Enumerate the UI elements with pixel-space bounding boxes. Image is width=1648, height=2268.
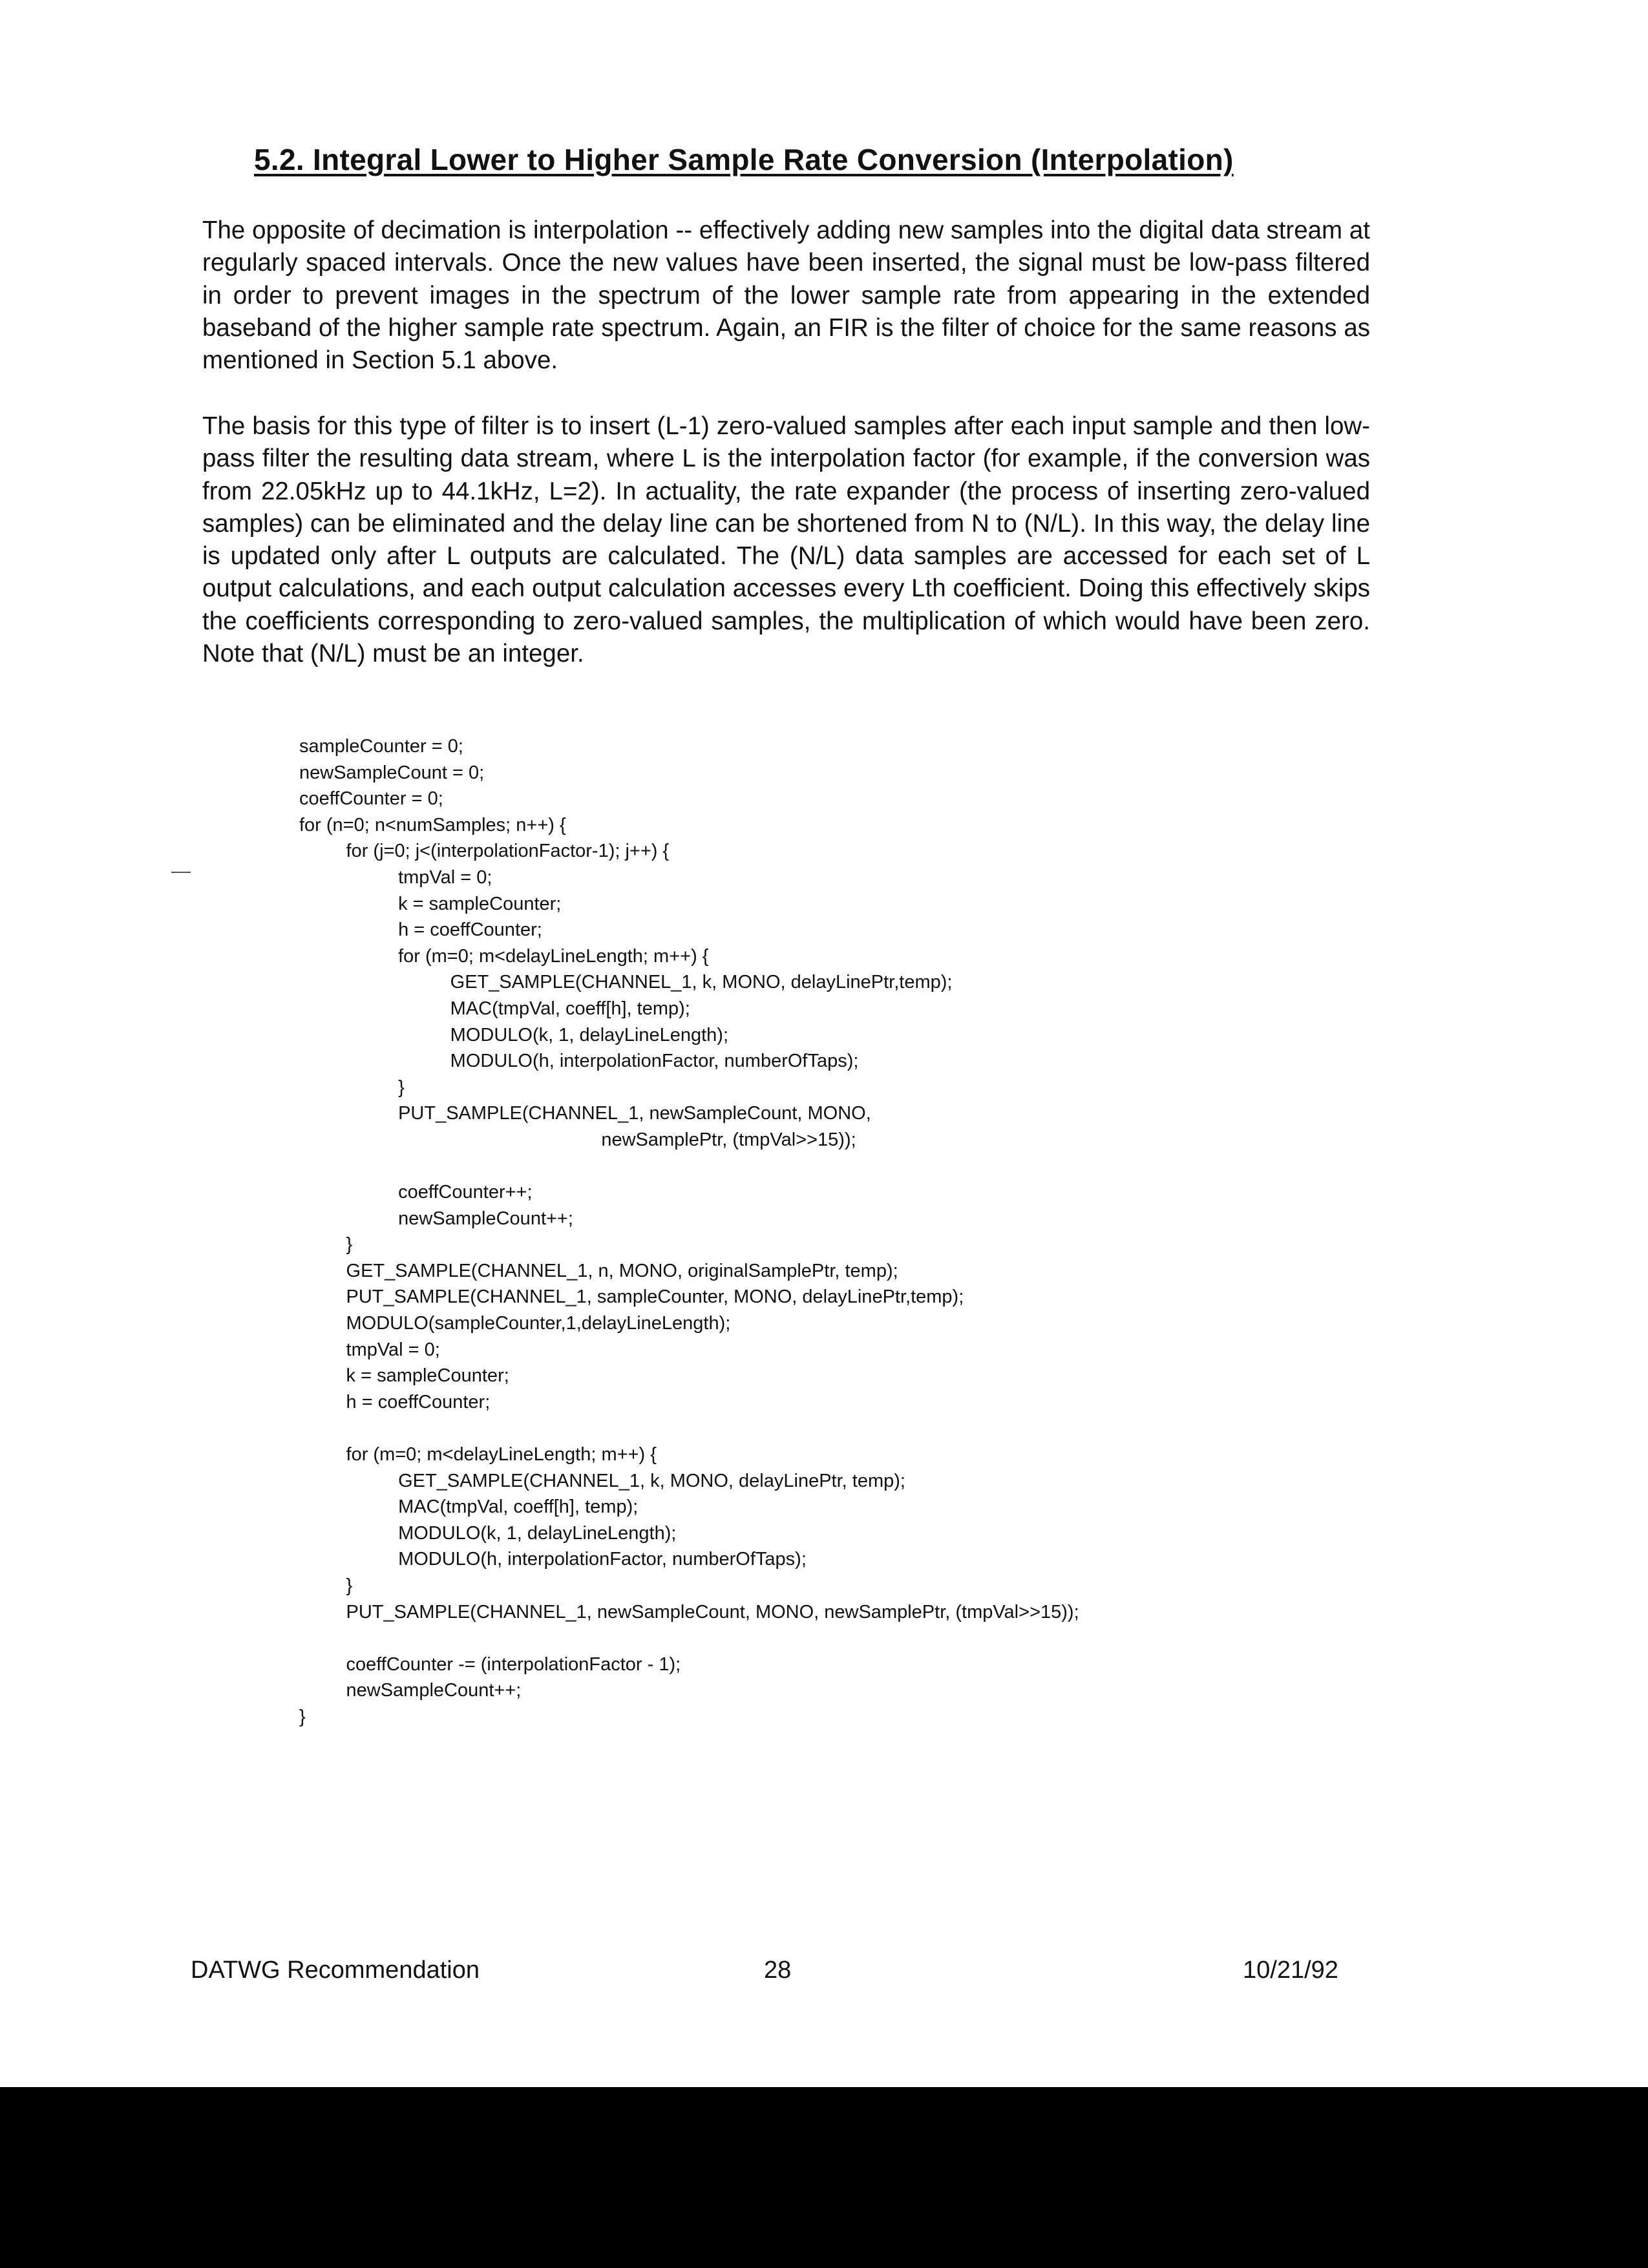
code-line: for (m=0; m<delayLineLength; m++) {: [299, 1444, 657, 1465]
code-line: PUT_SAMPLE(CHANNEL_1, newSampleCount, MONO,: [299, 1103, 871, 1124]
scan-margin-mark: [171, 872, 191, 873]
code-line: PUT_SAMPLE(CHANNEL_1, sampleCounter, MONO, delayLinePtr,temp);: [299, 1286, 964, 1308]
code-line: }: [299, 1076, 405, 1098]
code-line: MODULO(k, 1, delayLineLength);: [299, 1522, 677, 1544]
code-line: coeffCounter -= (interpolationFactor - 1);: [299, 1654, 681, 1675]
code-line: newSampleCount++;: [299, 1680, 522, 1701]
code-line: }: [299, 1234, 353, 1255]
code-line: tmpVal = 0;: [299, 1339, 440, 1360]
code-listing: [299, 733, 1333, 1730]
code-line: PUT_SAMPLE(CHANNEL_1, newSampleCount, MONO, newSamplePtr, (tmpVal>>15));: [299, 1601, 1079, 1622]
code-line: MODULO(h, interpolationFactor, numberOfTaps);: [299, 1051, 859, 1072]
code-line: newSamplePtr, (tmpVal>>15));: [299, 1129, 856, 1150]
code-line: MODULO(k, 1, delayLineLength);: [299, 1024, 729, 1045]
body-paragraph-1: The opposite of decimation is interpolation -- effectively adding new samples into the digital data stream at regularly spaced intervals. Once the new values have been inserted, the signal must be low-pass filtered in order to prevent images in the spectrum of the lower sample rate from appearing in the extended baseband of the higher sample rate spectrum. Again, an FIR is the filter of choice for the same reasons as mentioned in Section 5.1 above.: [202, 216, 1370, 375]
code-line: tmpVal = 0;: [299, 866, 492, 888]
footer-date: 10/21/92: [1243, 1957, 1338, 1984]
footer-document-title: DATWG Recommendation: [191, 1957, 480, 1984]
code-line: MAC(tmpVal, coeff[h], temp);: [299, 1496, 639, 1518]
code-line: GET_SAMPLE(CHANNEL_1, n, MONO, originalSamplePtr, temp);: [299, 1260, 898, 1281]
code-line: newSampleCount++;: [299, 1208, 573, 1229]
code-line: GET_SAMPLE(CHANNEL_1, k, MONO, delayLinePtr,temp);: [299, 972, 953, 993]
code-line: k = sampleCounter;: [299, 893, 562, 914]
code-line: for (m=0; m<delayLineLength; m++) {: [299, 945, 709, 967]
code-line: [299, 1415, 1333, 1442]
scan-border: [0, 2087, 1648, 2268]
code-line: newSampleCount = 0;: [299, 762, 485, 783]
code-line: }: [299, 1575, 353, 1596]
code-line: [299, 1153, 1333, 1180]
code-line: for (n=0; n<numSamples; n++) {: [299, 814, 566, 835]
code-line: MODULO(h, interpolationFactor, numberOfTaps);: [299, 1549, 807, 1570]
code-line: [299, 1625, 1333, 1652]
code-line: GET_SAMPLE(CHANNEL_1, k, MONO, delayLinePtr, temp);: [299, 1470, 905, 1491]
code-line: k = sampleCounter;: [299, 1365, 509, 1387]
code-line: MODULO(sampleCounter,1,delayLineLength);: [299, 1313, 731, 1334]
body-paragraph-2: The basis for this type of filter is to insert (L-1) zero-valued samples after each input sample and then low-pass filter the resulting data stream, where L is the interpolation factor (for example, if the conversion was from 22.05kHz up to 44.1kHz, L=2). In actuality, the rate expander (the process of inserting zero-valued samples) can be eliminated and the delay line can be shortened from N to (N/L). In this way, the delay line is updated only after L outputs are calculated. The (N/L) data samples are accessed for each set of L output calculations, and each output calculation accesses every Lth coefficient. Doing this effectively skips the coefficients corresponding to zero-valued samples, the multiplication of which would have been zero. Note that (N/L) must be an integer.: [202, 412, 1370, 668]
code-line: h = coeffCounter;: [299, 919, 542, 941]
code-line: }: [299, 1706, 306, 1727]
section-heading: 5.2. Integral Lower to Higher Sample Rate Conversion (Interpolation): [254, 143, 1234, 176]
code-line: coeffCounter++;: [299, 1182, 533, 1203]
footer-page-number: 28: [764, 1957, 792, 1984]
code-line: h = coeffCounter;: [299, 1391, 491, 1412]
code-line: MAC(tmpVal, coeff[h], temp);: [299, 998, 690, 1019]
code-line: for (j=0; j<(interpolationFactor-1); j++) {: [299, 841, 670, 862]
code-line: coeffCounter = 0;: [299, 788, 443, 810]
code-line: sampleCounter = 0;: [299, 736, 463, 757]
